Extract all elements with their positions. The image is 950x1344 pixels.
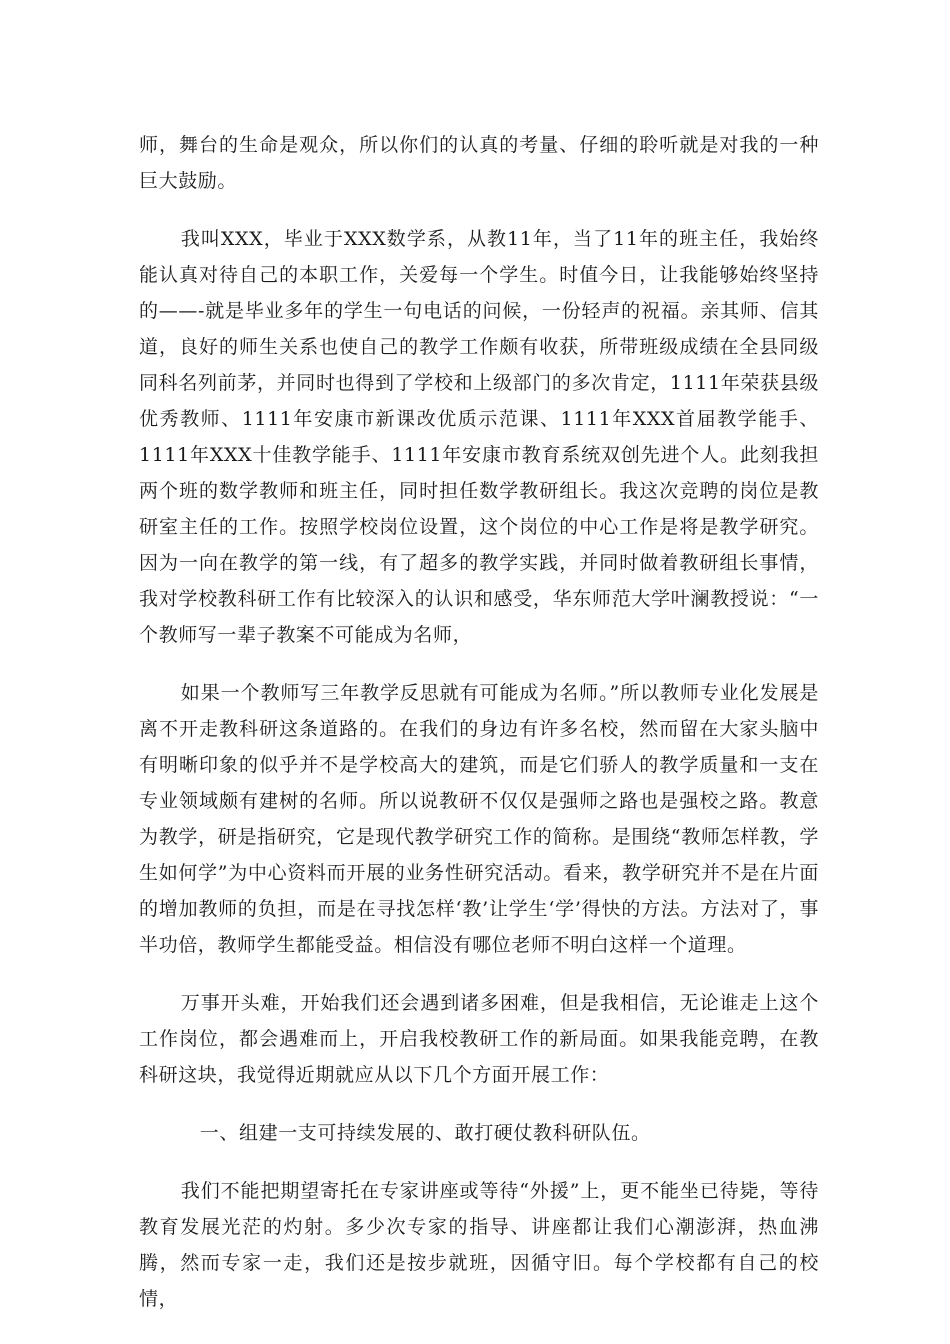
document-body [139, 127, 819, 1339]
paragraph-work-plan-intro: 万事开头难，开始我们还会遇到诸多困难，但是我相信，无论谁走上这个工作岗位，都会遇难而上，开启我校教研工作的新局面。如果我能竞聘，在教科研这块，我觉得近期就应从以下几个方面开展工作： [139, 992, 819, 1086]
paragraph-teaching-research: 如果一个教师写三年教学反思就有可能成为名师。”所以教师专业化发展是离不开走教科研这条道路的。在我们的身边有许多名校，然而留在大家头脑中有明晰印象的似乎并不是学校高大的建筑，而是它们骄人的教学质量和一支在专业领域颇有建树的名师。所以说教研不仅仅是强师之路也是强校之路。教意为教学，研是指研究，它是现代教学研究工作的简称。是围绕“教师怎样教，学生如何学”为中心资料而开展的业务性研究活动。看来，教学研究并不是在片面的增加教师的负担，而是在寻找怎样‘教’让学生‘学’得快的方法。方法对了，事半功倍，教师学生都能受益。相信没有哪位老师不明白这样一个道理。 [139, 682, 819, 956]
paragraph-section-one-body: 我们不能把期望寄托在专家讲座或等待“外援”上，更不能坐已待毙，等待教育发展光茫的灼射。多少次专家的指导、讲座都让我们心潮澎湃，热血沸腾，然而专家一走，我们还是按步就班，因循守旧。每个学校都有自己的校情， [139, 1180, 819, 1310]
section-heading-one: 一、组建一支可持续发展的、敢打硬仗教科研队伍。 [199, 1122, 651, 1144]
paragraph-self-introduction: 我叫XXX，毕业于XXX数学系，从教11年，当了11年的班主任，我始终能认真对待自己的本职工作，关爱每一个学生。时值今日，让我能够始终坚持的——-就是毕业多年的学生一句电话的问候，一份轻声的祝福。亲其师、信其道，良好的师生关系也使自己的教学工作颇有收获，所带班级成绩在全县同级同科名列前茅，并同时也得到了学校和上级部门的多次肯定，1111年荣获县级优秀教师、1111年安康市新课改优质示范课、1111年XXX首届教学能手、1111年XXX十佳教学能手、1111年安康市教育系统双创先进个人。此刻我担两个班的数学教师和班主任，同时担任数学教研组长。我这次竞聘的岗位是教研室主任的工作。按照学校岗位设置，这个岗位的中心工作是将是教学研究。因为一向在教学的第一线，有了超多的教学实践，并同时做着教研组长事情，我对学校教科研工作有比较深入的认识和感受，华东师范大学叶澜教授说：“一个教师写一辈子教案不可能成为名师， [139, 228, 819, 646]
paragraph-continuation: 师，舞台的生命是观众，所以你们的认真的考量、仔细的聆听就是对我的一种巨大鼓励。 [139, 134, 819, 192]
